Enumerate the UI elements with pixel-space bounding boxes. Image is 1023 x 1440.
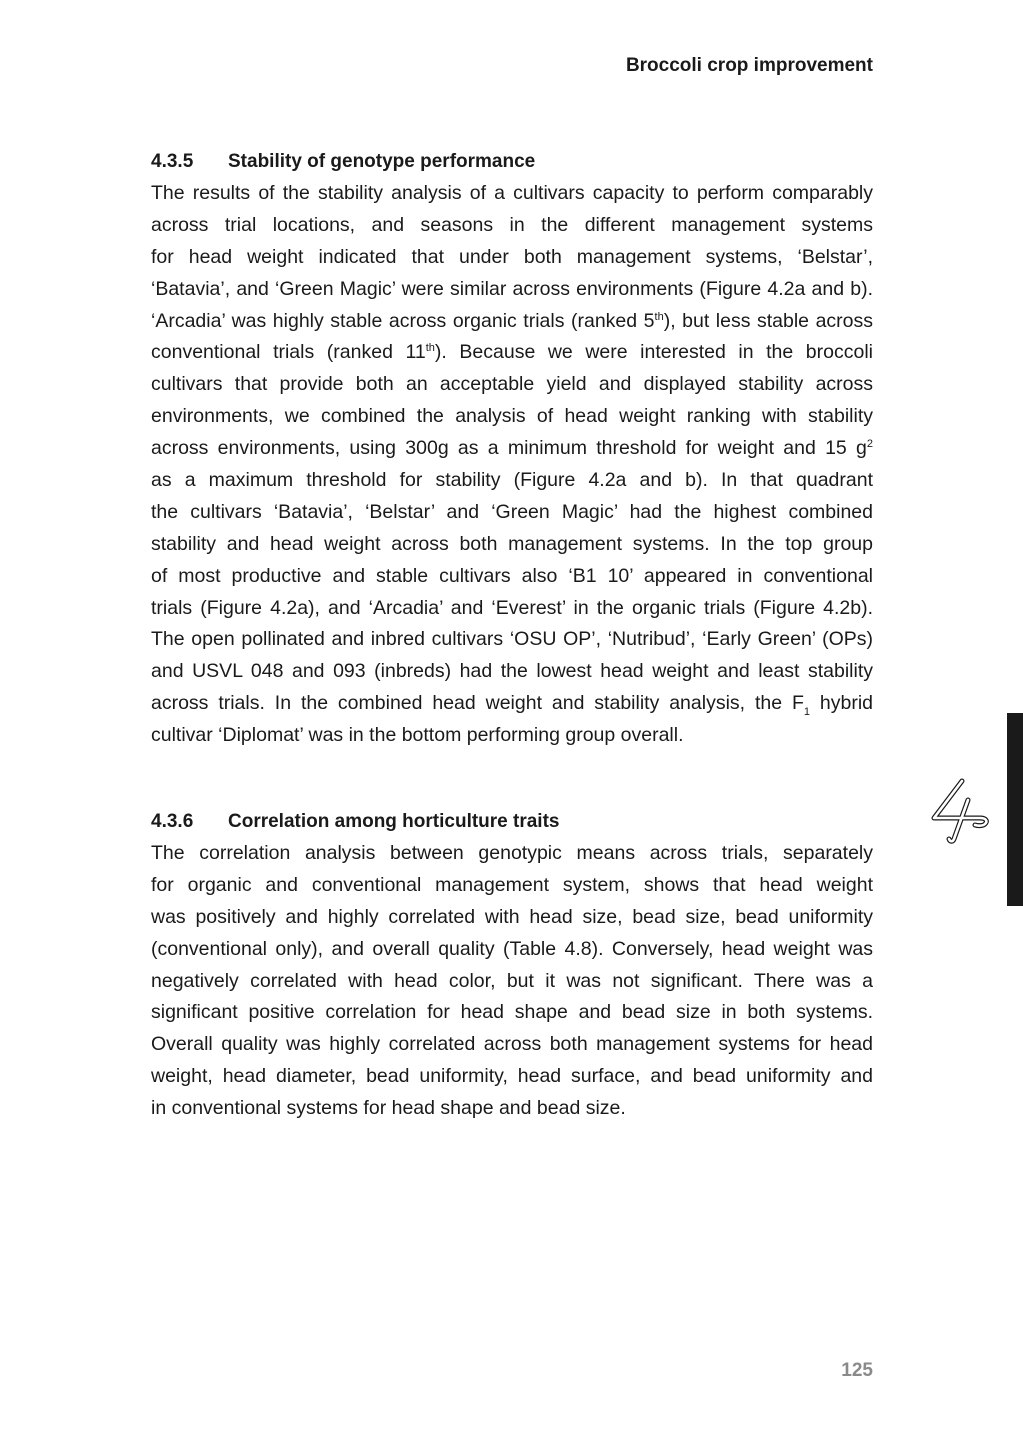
text-run: ), but less stable across — [663, 309, 873, 332]
text-line: cultivars that provide both an acceptable yield and displayed stability across — [151, 373, 873, 396]
text-line: for head weight indicated that under both management systems, ‘Belstar’, — [151, 245, 873, 268]
text-line: environments, we combined the analysis of head weight ranking with stability — [151, 405, 873, 428]
text-run: ). Because we were interested in the broccoli — [434, 341, 873, 364]
running-head: Broccoli crop improvement — [625, 55, 873, 76]
text-line: (conventional only), and overall quality (Table 4.8). Conversely, head weight was — [151, 937, 873, 960]
section-4-3-5 — [151, 146, 873, 752]
text-line: as a maximum threshold for stability (Figure 4.2a and b). In that quadrant — [151, 469, 873, 492]
text-line: was positively and highly correlated with head size, bead size, bead uniformity — [151, 905, 873, 928]
text-line: significant positive correlation for head shape and bead size in both systems. — [151, 1001, 873, 1024]
paragraph — [151, 178, 873, 752]
section-title: Correlation among horticulture traits — [228, 811, 560, 833]
body-text — [151, 146, 873, 1125]
text-line: negatively correlated with head color, but it was not significant. There was a — [151, 969, 873, 992]
text-line: The results of the stability analysis of a cultivars capacity to perform comparably — [151, 182, 873, 204]
text-line: stability and head weight across both management systems. In the top group — [151, 532, 873, 555]
text-line: The correlation analysis between genotypic means across trials, separately — [151, 842, 873, 865]
paragraph — [151, 838, 873, 1125]
page-number: 125 — [841, 1360, 873, 1381]
text-line: for organic and conventional management system, shows that head weight — [151, 873, 873, 896]
text-line: and USVL 048 and 093 (inbreds) had the lowest head weight and least stability — [151, 660, 873, 683]
section-number: 4.3.5 — [151, 151, 194, 172]
text-run: conventional trials (ranked 11 — [151, 341, 426, 364]
text-line — [151, 337, 873, 369]
chapter-4-outline-icon — [928, 778, 990, 844]
section-number: 4.3.6 — [151, 811, 194, 833]
text-line: in conventional systems for head shape and bead size. — [151, 1097, 626, 1120]
text-line: across trial locations, and seasons in the different management systems — [151, 213, 873, 236]
superscript: 2 — [866, 438, 873, 451]
text-run: across trials. In the combined head weight and stability analysis, the F — [151, 692, 804, 715]
section-4-3-6 — [151, 806, 873, 1125]
section-title: Stability of genotype performance — [228, 151, 536, 172]
section-heading — [151, 146, 873, 178]
text-run: ‘Arcadia’ was highly stable across organic trials (ranked 5 — [151, 309, 655, 332]
text-line: The open pollinated and inbred cultivars ‘OSU OP’, ‘Nutribud’, ‘Early Green’ (OPs) — [151, 628, 873, 651]
text-run: across environments, using 300g as a minimum threshold for weight and 15 g — [151, 437, 867, 460]
text-line: of most productive and stable cultivars also ‘B1 10’ appeared in conventional — [151, 564, 873, 587]
section-heading — [151, 806, 873, 838]
text-line — [151, 433, 873, 465]
text-line: weight, head diameter, bead uniformity, head surface, and bead uniformity and — [151, 1065, 873, 1088]
text-line: ‘Batavia’, and ‘Green Magic’ were similar across environments (Figure 4.2a and b). — [151, 277, 873, 300]
text-line — [151, 688, 873, 720]
text-line: the cultivars ‘Batavia’, ‘Belstar’ and ‘Green Magic’ had the highest combined — [151, 500, 873, 523]
subscript: 1 — [803, 706, 810, 719]
text-line: cultivar ‘Diplomat’ was in the bottom performing group overall. — [151, 724, 684, 747]
chapter-thumb-tab — [1007, 713, 1023, 906]
text-line: Overall quality was highly correlated across both management systems for head — [151, 1033, 873, 1056]
superscript: th — [425, 342, 435, 355]
superscript: th — [654, 310, 664, 323]
text-run: hybrid — [810, 692, 873, 715]
text-line — [151, 306, 873, 338]
text-line: trials (Figure 4.2a), and ‘Arcadia’ and ‘Everest’ in the organic trials (Figure 4.2b). — [151, 596, 873, 619]
